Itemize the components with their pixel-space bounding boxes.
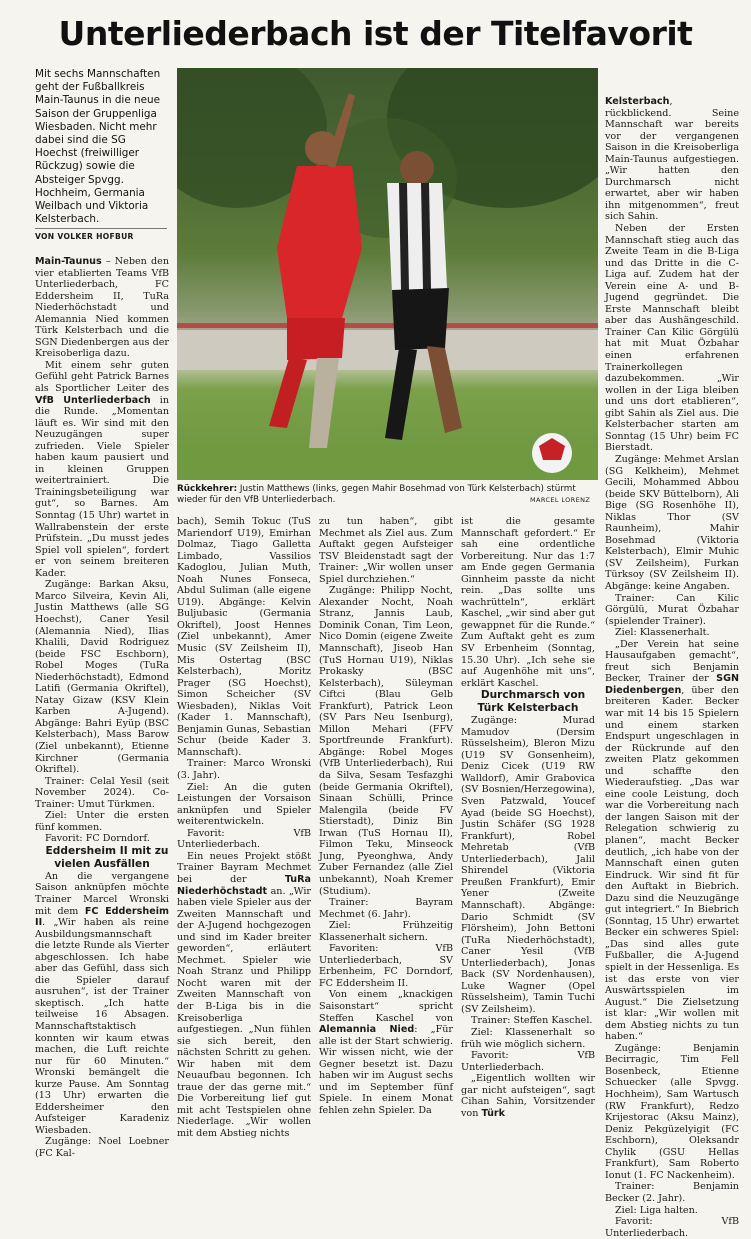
- paragraph: Zugänge: Murad Mamudov (Dersim Rüsselsheim), Bleron Mizu (U19 SV Gonsenheim), Deniz Cicek (U19 RW Walldorf), Amir Grabovica (SV Bosnien/Herzegowina), Sven Patzwald, Youcef Ayad (beide SG Hoechst), Justin Schäfer (SG 1928 Frankfurt), Robel Mehretab (VfB Unterliederbach), Jalil Shirendel (Viktoria Preußen Frankfurt), Emir Yener (Zweite Mannschaft). Abgänge: Dario Schmidt (SV Flörsheim), John Bettoni (TuRa Niederhöchstadt), Caner Yesil (VfB Unterliederbach), Jonas Back (SV Nordenhausen), Luke Wagner (Opel Rüsselsheim), Tamin Tuchi (SV Zeilsheim).: [461, 715, 595, 1015]
- paragraph: An die vergangene Saison anknüpfen möchte Trainer Marcel Wronski mit dem FC Eddersheim II. „Wir haben als reine Ausbildungsmannschaft die letzte Runde als Vierter abgeschlossen. Ich habe aber das Gefühl, dass sich die Spieler darauf ausruhen“, ist der Trainer skeptisch. „Ich hatte teilweise 16 Absagen. Mannschaftstaktisch konnten wir kaum etwas machen, die Luft reichte nur für 60 Minuten.“ Wronski bemängelt die kurze Pause. Am Sonntag (13 Uhr) erwarten die Eddersheimer den Aufsteiger Karadeniz Wiesbaden.: [35, 870, 169, 1136]
- paragraph: Favorit: VfB Unterliederbach.: [461, 1050, 595, 1073]
- column-3: [319, 516, 453, 1116]
- paragraph: Zugänge: Benjamin Becirragic, Tim Fell Bosenbeck, Etienne Schuecker (alle Spvgg. Hochheim), Sam Wartusch (RW Frankfurt), Redzo Krijestorac (Aksu Mainz), Deniz Pekgüzelyigit (FC Eschborn), Oleksandr Chylik (GSU Hellas Frankfurt), Sam Roberto Ionut (1. FC Nackenheim).: [605, 1042, 739, 1181]
- paragraph: zu tun haben“, gibt Mechmet als Ziel aus. Zum Auftakt gegen Aufsteiger TSV Bleidenstadt sagt der Trainer: „Wir wollen unser Spiel durchziehen.“: [319, 516, 453, 585]
- paragraph: Main-Taunus – Neben den vier etablierten Teams VfB Unterliederbach, FC Eddersheim II, TuRa Niederhöchstadt und Alemannia Nied kommen Türk Kelsterbach und die SGN Diedenbergen aus der Kreisoberliga dazu.: [35, 256, 169, 360]
- paragraph: Zugänge: Noel Loebner (FC Kal-: [35, 1136, 169, 1160]
- paragraph: Ziel: Frühzeitig Klassenerhalt sichern.: [319, 920, 453, 943]
- subheading: Durchmarsch von Türk Kelsterbach: [477, 689, 586, 715]
- paragraph: „Eigentlich wollten wir gar nicht aufsteigen“, sagt Cihan Sahin, Vorsitzender von Türk: [461, 1073, 595, 1119]
- paragraph: Zugänge: Barkan Aksu, Marco Silveira, Kevin Ali, Justin Matthews (alle SG Hoechst), Caner Yesil (Alemannia Nied), Ilias Khalili, David Rodriguez (beide FSC Eschborn), Robel Moges (TuRa Niederhöchstadt), Edmond Latifi (Germania Okriftel), Natay Gizaw (KSV Klein Karben A-Jugend). Abgänge: Bahri Eyüp (BSC Kelsterbach), Mass Barow (Ziel unbekannt), Etienne Kirchner (Germania Okriftel).: [35, 579, 169, 776]
- paragraph: ist die gesamte Mannschaft gefordert.“ Er sah eine ordentliche Vorbereitung. Nur das 1:7 am Ende gegen Germania Ginnheim passte da nicht rein. „Das sollte uns wachrütteln“, erklärt Kaschel, „wir sind aber gut gewappnet für die Runde.“ Zum Auftakt geht es zum SV Erbenheim (Sonntag, 15.30 Uhr). „Ich sehe sie auf Augenhöhe mit uns“, erklärt Kaschel.: [461, 516, 595, 689]
- byline: VON VOLKER HOFBUR: [35, 228, 167, 241]
- column-1: [35, 256, 169, 1160]
- article-photo: [177, 68, 598, 480]
- paragraph: Ziel: An die guten Leistungen der Vorsaison anknüpfen und Spieler weiterentwickeln.: [177, 781, 311, 828]
- paragraph: Trainer: Marco Wronski (3. Jahr).: [177, 758, 311, 782]
- paragraph: Trainer: Steffen Kaschel.: [471, 1015, 593, 1027]
- paragraph: Trainer: Bayram Mechmet (6. Jahr).: [319, 897, 453, 920]
- paragraph: Ziel: Klassenerhalt.: [615, 627, 710, 639]
- paragraph: Neben der Ersten Mannschaft stieg auch das Zweite Team in die B-Liga und das Dritte in die C-Liga auf. Zudem hat der Verein eine A- und B-Jugend gegründet. Die Erste Mannschaft bleibt aber das Aushängeschild. Trainer Can Kilic Görgülü hat mit Muat Özbahar einen erfahrenen Trainerkollegen dazubekommen. „Wir wollen in der Liga bleiben und uns dort etablieren“, gibt Sahin als Ziel aus. Die Kelsterbacher starten am Sonntag (15 Uhr) beim FC Bierstadt.: [605, 223, 739, 454]
- paragraph: Favorit: FC Dorndorf.: [45, 833, 150, 845]
- column-5: [605, 96, 739, 1239]
- paragraph: bach), Semih Tokuc (TuS Mariendorf U19), Emirhan Dolmaz, Tiago Galletta Limbado, Vassilios Kadoglou, Julian Muth, Noah Nunes Fonseca, Abdul Suliman (alle eigene U19). Abgänge: Kelvin Buljubasic (Germania Okriftel), Joost Hennes (Ziel unbekannt), Amer Music (SV Zeilsheim II), Mis Ostertag (BSC Kelsterbach), Moritz Prager (SG Hoechst), Simon Scheicher (SV Wiesbaden), Niklas Voit (Kader 1. Mannschaft), Benjamin Gunas, Sebastian Schur (beide Kader 3. Mannschaft).: [177, 516, 311, 758]
- paragraph: Ein neues Projekt stößt Trainer Bayram Mechmet bei der TuRa Niederhöchstadt an. „Wir haben viele Spieler aus der Zweiten Mannschaft und der A-Jugend hochgezogen und sind im Kader breiter geworden“, erläutert Mechmet. Spieler wie Noah Stranz und Philipp Nocht waren mit der Zweiten Mannschaft von der B-Liga bis in die Kreisoberliga aufgestiegen. „Nun fühlen sie sich bereit, den nächsten Schritt zu gehen. Wir haben mit dem Neuaufbau begonnen. Ich traue der das gerne mit.“ Die Vorbereitung lief gut mit acht Testspielen ohne Niederlage. „Wir wollen mit dem Abstieg nichts: [177, 850, 311, 1139]
- paragraph: Von einem „knackigen Saisonstart“ spricht Steffen Kaschel von Alemannia Nied: „Für alle ist der Start schwierig. Wir wissen nicht, wie der Gegner besetzt ist. Dazu haben wir im August sechs und im September fünf Spiele. In einem Monat fehlen zehn Spieler. Da: [319, 989, 453, 1116]
- paragraph: Trainer: Benjamin Becker (2. Jahr).: [605, 1181, 739, 1204]
- caption-label: Rückkehrer:: [177, 484, 238, 494]
- caption-text: Justin Matthews (links, gegen Mahir Bosehmad von Türk Kelsterbach) stürmt wieder für den VfB Unterliederbach.: [177, 484, 576, 505]
- paragraph: Mit einem sehr guten Gefühl geht Patrick Barnes als Sportlicher Leiter des VfB Unterliederbach in die Runde. „Momentan läuft es. Wir sind mit den Neuzugängen super zufrieden. Viele Spieler haben kaum pausiert und in kleinen Gruppen weitertrainiert. Die Trainingsbeteiligung war gut“, so Barnes. Am Sonntag (15 Uhr) wartet in Wallrabenstein der erste Prüfstein. „Du musst jedes Spiel voll spielen“, fordert er von seinem breiteren Kader.: [35, 359, 170, 579]
- paragraph: Ziel: Klassenerhalt so früh wie möglich sichern.: [461, 1026, 595, 1050]
- column-2: [177, 516, 311, 1140]
- football-players-image: [177, 68, 598, 480]
- paragraph: Ziel: Liga halten.: [615, 1204, 698, 1216]
- headline: Unterliederbach ist der Titelfavorit: [58, 14, 693, 53]
- paragraph: Zugänge: Philipp Nocht, Alexander Nocht, Noah Stranz, Jannis Laub, Dominik Conan, Tim Leon, Nico Domin (eigene Zweite Mannschaft), Jiseob Han (TuS Hornau U19), Niklas Prokasky (BSC Kelsterbach), Süleyman Ciftci (Blau Gelb Frankfurt), Patrick Leon (SV Pars Neu Isenburg), Millon Mehari (FFV Sportfreunde Frankfurt). Abgänge: Robel Moges (VfB Unterliederbach), Rui da Silva, Sesam Tesfazghi (beide Germania Okriftel), Sinaan Schülli, Prince Malengila (beide FV Stierstadt), Diniz Bin Irwan (TuS Hornau II), Filmon Teku, Minseock Jung, Pyeonghwa, Andy Zuber Fernandez (alle Ziel unbekannt), Noah Kremer (Studium).: [319, 585, 453, 897]
- paragraph: Trainer: Can Kilic Görgülü, Murat Özbahar (spielender Trainer).: [605, 592, 739, 627]
- subheading: Eddersheim II mit zu vielen Ausfällen: [45, 844, 169, 870]
- paragraph: Ziel: Unter die ersten fünf kommen.: [35, 810, 169, 833]
- paragraph: Favorit: VfB Unterliederbach.: [177, 827, 311, 851]
- paragraph: Trainer: Celal Yesil (seit November 2024). Co-Trainer: Umut Türkmen.: [35, 775, 169, 810]
- paragraph: Favorit: VfB Unterliederbach.: [605, 1216, 739, 1239]
- intro-text: Mit sechs Mannschaften geht der Fußballkreis Main-Taunus in die neue Saison der Gruppenliga Wiesbaden. Nicht mehr dabei sind die SG Hoechst (freiwilliger Rückzug) sowie die Absteiger Spvgg. Hochheim, Germania Weilbach und Viktoria Kelsterbach.: [35, 68, 161, 226]
- paragraph: Kelsterbach, rückblickend. Seine Mannschaft war bereits vor der vergangenen Saison in die Kreisoberliga Main-Taunus aufgestiegen. „Wir hatten den Durchmarsch nicht erwartet, aber wir haben ihn mitgenommen“, freut sich Sahin.: [605, 96, 739, 223]
- paragraph: „Der Verein hat seine Hausaufgaben gemacht“, freut sich Benjamin Becker, Trainer der SGN Diedenbergen, über den breiteren Kader. Becker war mit 14 bis 15 Spielern und einem starken Endspurt ungeschlagen in der Rückrunde auf den zweiten Platz gekommen und schaffte den Wiederaufstieg. „Das war eine coole Leistung, doch war die Vorbereitung nach der langen Saison mit der Relegation schwierig zu planen“, macht Becker deutlich, „ich habe von der Mannschaft einen guten Eindruck. Wir sind fit für den Auftakt in Biebrich. Dazu sind die Neuzugänge gut integriert.“ In Biebrich (Sonntag, 15 Uhr) erwartet Becker ein schweres Spiel: „Das sind alles gute Fußballer, die A-Jugend spielt in der Hessenliga. Es ist das erste von vier Auswärtsspielen im August.“ Die Zielsetzung ist klar: „Wir wollen mit dem Abstieg nichts zu tun haben.“: [605, 638, 739, 1043]
- photo-credit: MARCEL LORENZ: [530, 496, 591, 504]
- paragraph: Favoriten: VfB Unterliederbach, SV Erbenheim, FC Dorndorf, FC Eddersheim II.: [319, 943, 453, 989]
- paragraph: Zugänge: Mehmet Arslan (SG Kelkheim), Mehmet Gecili, Mohammed Abbou (beide SKV Büttelborn), Ali Bige (SG Rosenhöhe II), Niklas Thor (SV Raunheim), Mahir Bosehmad (Viktoria Kelsterbach), Elmir Muhic (SV Zeilsheim), Furkan Türksoy (SV Zeilsheim II). Abgänge: keine Angaben.: [605, 453, 739, 592]
- column-4: [461, 516, 595, 1119]
